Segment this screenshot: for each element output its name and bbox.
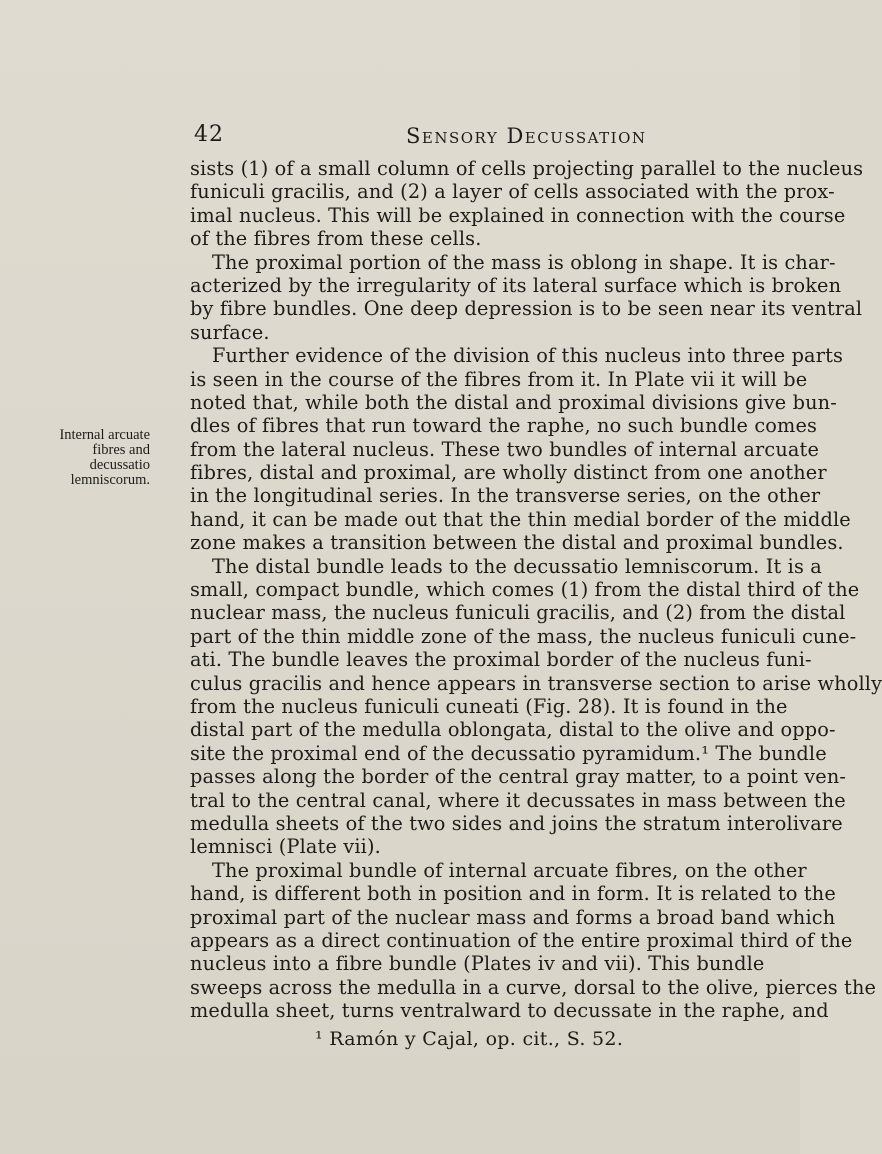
running-title: Sensory Decussation xyxy=(406,124,647,148)
text-line: is seen in the course of the fibres from it. In Plate vii it will be xyxy=(190,367,808,391)
text-line: medulla sheets of the two sides and joins the stratum interolivare xyxy=(190,811,843,835)
text-line: ati. The bundle leaves the proximal border of the nucleus funi- xyxy=(190,648,812,672)
text-line: medulla sheet, turns ventralward to decussate in the raphe, and xyxy=(190,999,829,1023)
margin-note-line: decussatio xyxy=(89,457,150,473)
text-line: distal part of the medulla oblongata, distal to the olive and oppo- xyxy=(190,718,836,742)
text-line: lemnisci (Plate vii). xyxy=(190,835,381,859)
text-line: noted that, while both the distal and proximal divisions give bun- xyxy=(190,390,837,414)
text-line: fibres, distal and proximal, are wholly distinct from one another xyxy=(190,461,827,485)
text-line: The proximal bundle of internal arcuate fibres, on the other xyxy=(212,858,807,882)
text-line: funiculi gracilis, and (2) a layer of cells associated with the prox- xyxy=(190,180,835,204)
text-line: in the longitudinal series. In the transverse series, on the other xyxy=(190,484,821,508)
text-line: sweeps across the medulla in a curve, dorsal to the olive, pierces the xyxy=(190,975,877,999)
text-line: hand, it can be made out that the thin medial border of the middle xyxy=(190,507,851,531)
text-line: appears as a direct continuation of the entire proximal third of the xyxy=(190,928,853,952)
text-line: proximal part of the nuclear mass and forms a broad band which xyxy=(190,905,836,929)
text-line: small, compact bundle, which comes (1) from the distal third of the xyxy=(190,578,860,602)
text-line: sists (1) of a small column of cells projecting parallel to the nucleus xyxy=(190,157,864,180)
text-line: Further evidence of the division of this nucleus into three parts xyxy=(212,344,844,368)
text-line: imal nucleus. This will be explained in connection with the course xyxy=(190,203,846,227)
text-line: from the lateral nucleus. These two bundles of internal arcuate xyxy=(190,437,820,461)
text-line: from the nucleus funiculi cuneati (Fig. 28). It is found in the xyxy=(190,694,788,718)
text-line: nuclear mass, the nucleus funiculi gracilis, and (2) from the distal xyxy=(190,601,846,625)
text-line: hand, is different both in position and in form. It is related to the xyxy=(190,882,836,906)
text-line: culus gracilis and hence appears in transverse section to arise wholly xyxy=(190,671,882,695)
text-line: dles of fibres that run toward the raphe, no such bundle comes xyxy=(190,414,818,438)
text-line: zone makes a transition between the distal and proximal bundles. xyxy=(190,531,844,555)
margin-note-line: lemniscorum. xyxy=(70,472,150,488)
text-line: surface. xyxy=(190,320,270,344)
text-line: nucleus into a fibre bundle (Plates iv and vii). This bundle xyxy=(190,952,765,976)
page-number: 42 xyxy=(194,122,224,147)
text-line: The distal bundle leads to the decussatio lemniscorum. It is a xyxy=(212,554,822,578)
text-line: passes along the border of the central gray matter, to a point ven- xyxy=(190,765,847,789)
text-line: The proximal portion of the mass is oblong in shape. It is char- xyxy=(212,250,836,274)
margin-note-line: Internal arcuate xyxy=(59,427,150,443)
text-line: by fibre bundles. One deep depression is to be seen near its ventral xyxy=(190,297,863,321)
footnote: ¹ Ramón y Cajal, op. cit., S. 52. xyxy=(315,1028,624,1050)
text-line: tral to the central canal, where it decussates in mass between the xyxy=(190,788,846,812)
text-line: of the fibres from these cells. xyxy=(190,227,482,251)
text-line: acterized by the irregularity of its lateral surface which is broken xyxy=(190,273,842,297)
body-text xyxy=(190,157,882,1023)
text-line: part of the thin middle zone of the mass, the nucleus funiculi cune- xyxy=(190,624,857,648)
margin-note xyxy=(10,428,150,488)
page-header xyxy=(186,122,766,152)
text-line: site the proximal end of the decussatio pyramidum.¹ The bundle xyxy=(190,741,827,765)
margin-note-line: fibres and xyxy=(92,442,150,458)
